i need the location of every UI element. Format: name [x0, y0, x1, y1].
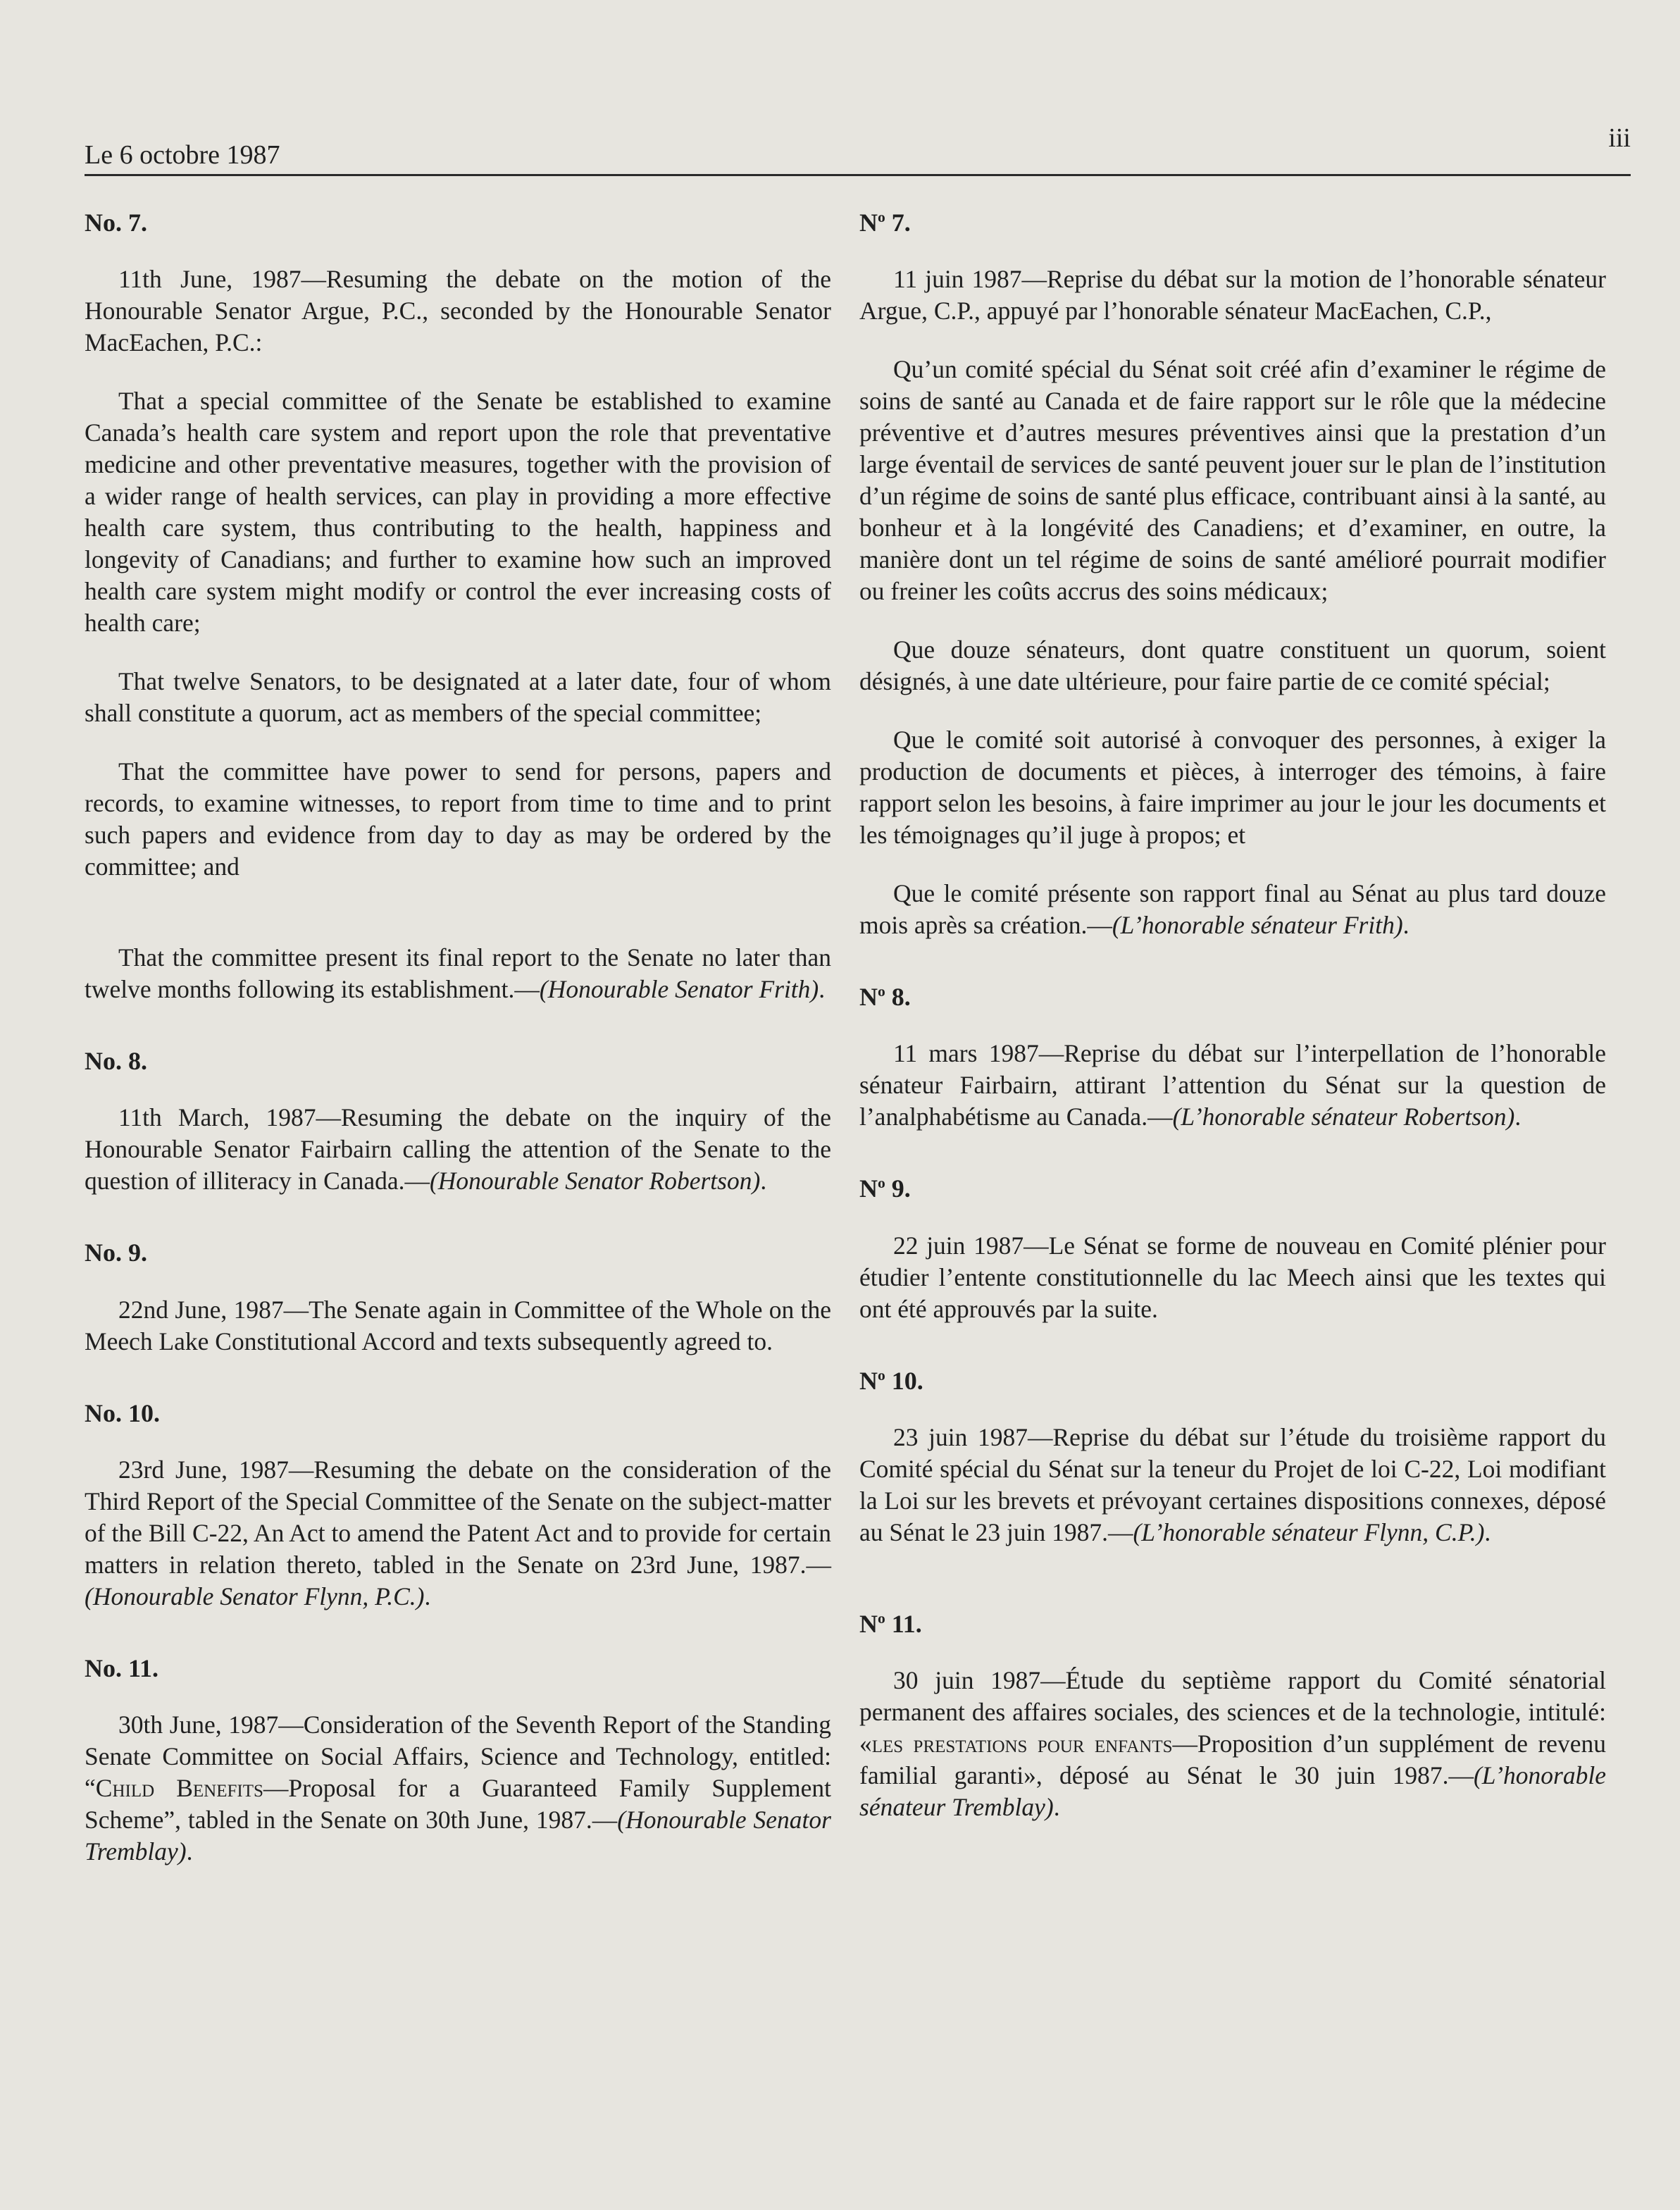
- paragraph-end: .: [1053, 1792, 1060, 1821]
- item-number: No. 8.: [85, 1047, 147, 1076]
- item-number: No. 11.: [85, 1653, 159, 1682]
- paragraph-end: .: [760, 1167, 767, 1196]
- sponsor-citation: (Honourable Senator Flynn, P.C.): [85, 1582, 425, 1610]
- paragraph-end: .: [819, 975, 826, 1004]
- english-item-9: [85, 1238, 831, 1357]
- english-item-11: [85, 1653, 831, 1868]
- sponsor-citation: (Honourable Senator Tremblay): [85, 1805, 831, 1866]
- item-intro: [85, 1102, 831, 1197]
- english-item-7: [85, 208, 831, 1005]
- paragraph-end: .: [424, 1582, 431, 1610]
- sponsor-citation: (L’honorable sénateur Flynn, C.P.): [1133, 1517, 1485, 1546]
- item-intro: 22nd June, 1987—The Senate again in Committee of the Whole on the Meech Lake Constitutional Accord and texts subsequently agreed to.: [85, 1295, 831, 1355]
- paragraph-end: .: [1484, 1517, 1491, 1546]
- motion-paragraph: That the committee have power to send for persons, papers and records, to examine witnesses, to report from time to time and to print such papers and evidence from day to day as may be ordered by the committee; and: [85, 757, 831, 881]
- paragraph-text: 23 juin 1987—Reprise du débat sur l’étude du troisième rapport du Comité spécial du Sénat sur la teneur du Projet de loi C-22, Loi modifiant la Loi sur les brevets et prévoyant certaines dispositions connexes, déposé au Sénat le 23 juin 1987.—: [859, 1422, 1606, 1546]
- sponsor-citation: (L’honorable sénateur Robertson): [1172, 1103, 1515, 1131]
- motion-paragraph: That twelve Senators, to be designated at a later date, four of whom shall constitute a quorum, act as members of the special committee;: [85, 667, 831, 728]
- sponsor-citation: (Honourable Senator Robertson): [429, 1167, 761, 1196]
- paragraph-text: 30th June, 1987—Consideration of the Seventh Report of the Standing Senate Committee on Social Affairs, Science and Technology, entitled: “: [85, 1710, 831, 1802]
- paragraph-text: 23rd June, 1987—Resuming the debate on the consideration of the Third Report of the Special Committee of the Senate on the subject-matter of the Bill C-22, An Act to amend the Patent Act and to provide for certain matters in relation thereto, tabled in the Senate on 23rd June, 1987.—: [85, 1455, 831, 1579]
- french-item-11: [859, 1609, 1606, 1823]
- french-item-7: [859, 208, 1606, 941]
- item-number: $N^o$ 11.: [859, 1609, 922, 1638]
- paragraph-text: 30 juin 1987—Étude du septième rapport du Comité sénatorial permanent des affaires sociales, des sciences et de la technologie, intitulé: «: [859, 1665, 1606, 1758]
- item-number: $N^o$ 7.: [859, 209, 911, 237]
- paragraph-end: .: [1402, 911, 1410, 940]
- item-intro: 11 juin 1987—Reprise du débat sur la motion de l’honorable sénateur Argue, C.P., appuyé par l’honorable sénateur MacEachen, C.P.,: [859, 265, 1606, 325]
- item-intro: [859, 1665, 1606, 1823]
- sponsor-citation: (Honourable Senator Frith): [539, 975, 819, 1004]
- motion-paragraph: Que le comité soit autorisé à convoquer des personnes, à exiger la production de documents et pièces, à interroger des témoins, à faire rapport selon les besoins, à faire imprimer au jour le jour les documents et les témoignages qu’il juge à propos; et: [859, 726, 1606, 850]
- french-item-10: [859, 1366, 1606, 1548]
- item-intro: [85, 1454, 831, 1613]
- item-number: No. 10.: [85, 1398, 160, 1427]
- paragraph-text: 11th March, 1987—Resuming the debate on the inquiry of the Honourable Senator Fairbairn calling the attention of the Senate to the question of illiteracy in Canada.—: [85, 1103, 831, 1196]
- motion-paragraph: Que douze sénateurs, dont quatre constituent un quorum, soient désignés, à une date ultérieure, pour faire partie de ce comité spécial;: [859, 635, 1606, 696]
- english-column: [85, 201, 831, 1868]
- item-intro: [859, 1422, 1606, 1548]
- item-number: $N^o$ 9.: [859, 1174, 911, 1203]
- paragraph-text: —Proposal for a Guaranteed Family Supplement Scheme”, tabled in the Senate on 30th June, 1987.—: [85, 1773, 832, 1834]
- item-number: $N^o$ 10.: [859, 1366, 923, 1395]
- paragraph-end: .: [186, 1837, 193, 1866]
- french-column: [859, 201, 1606, 1823]
- page-number: iii: [1608, 123, 1631, 153]
- report-title: les prestations pour enfants: [871, 1729, 1173, 1758]
- item-intro: [859, 1038, 1606, 1133]
- paragraph-text: 11 mars 1987—Reprise du débat sur l’interpellation de l’honorable sénateur Fairbairn, attirant l’attention du Sénat sur la question de l’analphabétisme au Canada.—: [859, 1039, 1606, 1131]
- header-rule: [85, 174, 1631, 176]
- item-intro: 11th June, 1987—Resuming the debate on the motion of the Honourable Senator Argue, P.C., seconded by the Honourable Senator MacEachen, P.C.:: [85, 265, 831, 357]
- paragraph-text: Que le comité présente son rapport final au Sénat au plus tard douze mois après sa création.—: [859, 879, 1606, 940]
- item-intro: [85, 1709, 831, 1868]
- french-item-8: [859, 982, 1606, 1133]
- paragraph-text: —Proposition d’un supplément de revenu familial garanti», déposé au Sénat le 30 juin 1987.—: [859, 1729, 1606, 1789]
- item-number: No. 9.: [85, 1239, 147, 1267]
- motion-paragraph: [85, 942, 831, 1005]
- motion-paragraph: That a special committee of the Senate be established to examine Canada’s health care system and report upon the role that preventative medicine and other preventative measures, together with the provision of a wider range of health services, can play in providing a more effective health care system, thus contributing to the health, happiness and longevity of Canadians; and further to examine how such an improved health care system might modify or control the ever increasing costs of health care;: [85, 387, 831, 638]
- french-item-9: [859, 1174, 1606, 1324]
- item-number: No. 7.: [85, 209, 147, 237]
- english-item-10: [85, 1398, 831, 1613]
- motion-paragraph: [859, 878, 1606, 941]
- report-title: Child Benefits: [95, 1773, 263, 1802]
- paragraph-end: .: [1514, 1103, 1522, 1131]
- sponsor-citation: (L’honorable sénateur Tremblay): [859, 1761, 1606, 1821]
- english-item-8: [85, 1046, 831, 1197]
- header-date: Le 6 octobre 1987: [85, 140, 280, 170]
- item-intro: 22 juin 1987—Le Sénat se forme de nouveau en Comité plénier pour étudier l’entente constitutionnelle du lac Meech ainsi que les textes qui ont été approuvés par la suite.: [859, 1231, 1606, 1323]
- page-header: [85, 123, 1631, 176]
- paragraph-text: That the committee present its final report to the Senate no later than twelve months following its establishment.—: [85, 943, 831, 1004]
- item-number: $N^o$ 8.: [859, 983, 911, 1012]
- sponsor-citation: (L’honorable sénateur Frith): [1112, 911, 1403, 940]
- motion-paragraph: Qu’un comité spécial du Sénat soit créé afin d’examiner le régime de soins de santé au Canada et de faire rapport sur le rôle que la médecine préventive et d’autres mesures préventives ainsi que la prestation d’un large éventail de services de santé peuvent jouer sur le plan de l’institution d’un régime de soins de santé plus efficace, contribuant ainsi à la santé, au bonheur et à la longévité des Canadiens; et d’examiner, en outre, la manière dont un tel régime de soins de santé amélioré pourrait modifier ou freiner les coûts accrus des soins médicaux;: [859, 355, 1606, 606]
